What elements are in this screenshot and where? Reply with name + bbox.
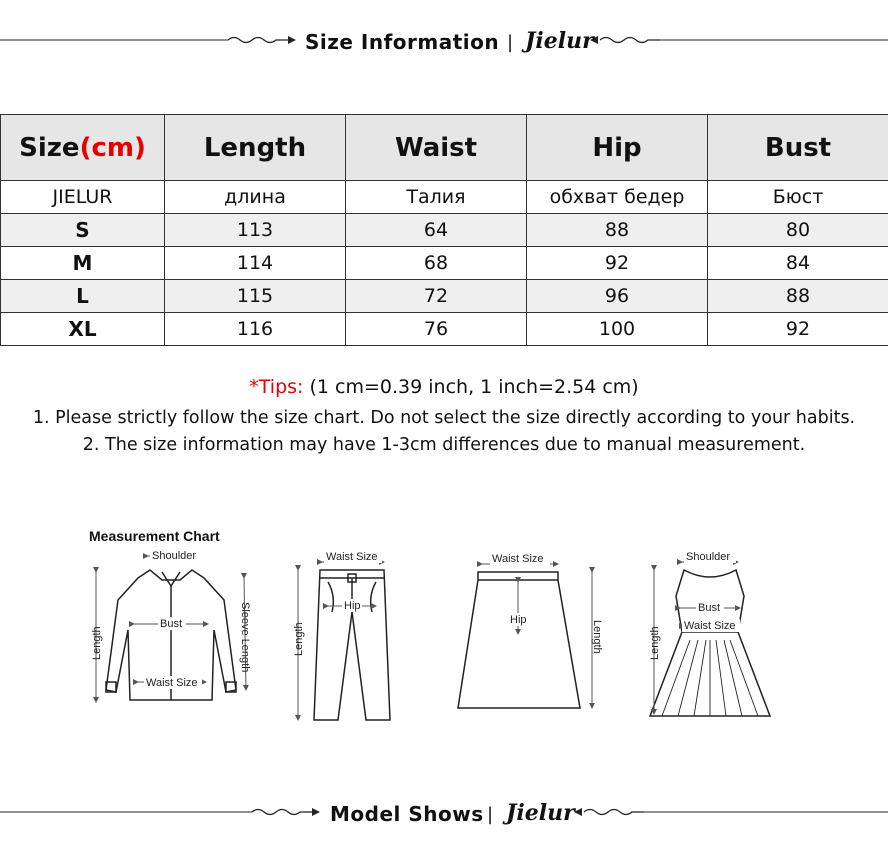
header-title: Model Shows [330, 802, 484, 826]
skirt-length-label: Length [591, 620, 603, 654]
size-information-header [0, 22, 888, 62]
table-row [1, 313, 888, 346]
measurement-chart-title: Measurement Chart [89, 528, 220, 544]
pants-hip-label: Hip [344, 600, 361, 612]
table-cell: 64 [346, 214, 527, 247]
table-cell: Бюст [708, 181, 888, 214]
pants-waist-label: Waist Size [326, 551, 378, 563]
header-hip: Hip [527, 115, 708, 181]
note-1: 1. Please strictly follow the size chart. Do not select the size directly according to your habits. [32, 408, 856, 428]
garment-illustrations [80, 520, 840, 750]
header-separator: | [487, 804, 494, 825]
table-cell: XL [1, 313, 165, 346]
table-row [1, 247, 888, 280]
table-cell: Талия [346, 181, 527, 214]
table-cell: 116 [165, 313, 346, 346]
table-cell: 88 [708, 280, 888, 313]
table-subheader-row [1, 181, 888, 214]
table-cell: 68 [346, 247, 527, 280]
header-size: Size(cm) [1, 115, 165, 181]
dress-shoulder-label: Shoulder [686, 551, 731, 563]
skirt-hip-label: Hip [510, 614, 527, 626]
table-cell: 92 [708, 313, 888, 346]
brand-logo-text: Jielur [525, 28, 594, 54]
table-cell: обхват бедер [527, 181, 708, 214]
table-cell: L [1, 280, 165, 313]
header-separator: | [507, 32, 514, 53]
table-cell: 92 [527, 247, 708, 280]
pants-icon [314, 570, 390, 720]
table-cell: 84 [708, 247, 888, 280]
table-cell: 100 [527, 313, 708, 346]
dress-bust-label: Bust [698, 602, 721, 614]
table-row [1, 280, 888, 313]
table-row [1, 214, 888, 247]
tips-conversion [0, 376, 888, 398]
table-cell: M [1, 247, 165, 280]
shirt-sleeve-label: Sleeve Length [239, 602, 251, 673]
table-cell: 114 [165, 247, 346, 280]
table-cell: 76 [346, 313, 527, 346]
brand-logo-text: Jielur [506, 800, 575, 826]
dress-icon [650, 570, 770, 716]
shirt-shoulder-label: Shoulder [152, 550, 197, 562]
header-bust: Bust [708, 115, 888, 181]
table-cell: S [1, 214, 165, 247]
note-2: 2. The size information may have 1-3cm differences due to manual measurement. [82, 435, 806, 455]
table-header-row [1, 115, 888, 181]
skirt-waist-label: Waist Size [492, 553, 544, 565]
table-cell: 80 [708, 214, 888, 247]
header-size-unit: (cm) [79, 132, 146, 163]
shirt-length-label: Length [91, 626, 103, 660]
table-cell: 88 [527, 214, 708, 247]
measurement-chart [80, 520, 840, 750]
table-cell: 115 [165, 280, 346, 313]
table-cell: 113 [165, 214, 346, 247]
table-cell: длина [165, 181, 346, 214]
model-shows-header [0, 794, 888, 834]
header-waist: Waist [346, 115, 527, 181]
table-cell: 72 [346, 280, 527, 313]
shirt-waist-label: Waist Size [146, 677, 198, 689]
skirt-icon [458, 572, 580, 708]
dress-length-label: Length [649, 626, 661, 660]
header-title: Size Information [305, 30, 500, 54]
tips-label: *Tips: [249, 376, 304, 398]
conversion-text: (1 cm=0.39 inch, 1 inch=2.54 cm) [309, 376, 639, 398]
shirt-bust-label: Bust [160, 618, 183, 630]
table-cell: JIELUR [1, 181, 165, 214]
header-length: Length [165, 115, 346, 181]
dress-waist-label: Waist Size [684, 620, 736, 632]
size-table [0, 114, 888, 346]
pants-length-label: Length [293, 622, 305, 656]
table-cell: 96 [527, 280, 708, 313]
